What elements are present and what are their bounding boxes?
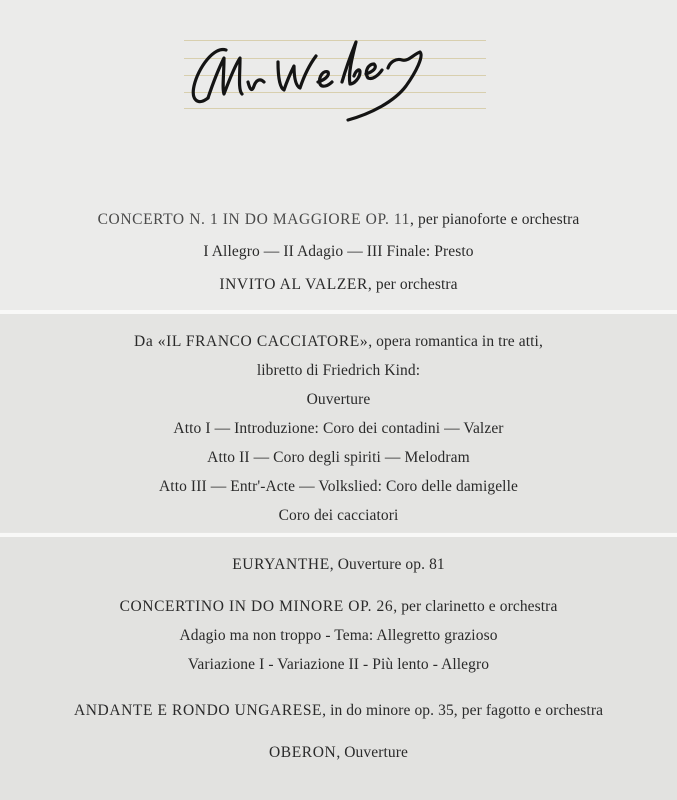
- movement-list: Adagio ma non troppo - Tema: Allegretto grazioso: [179, 627, 498, 644]
- work-detail: , Ouverture op. 81: [329, 556, 445, 573]
- piece-text: Ouverture: [306, 391, 371, 408]
- work-invito-al-valzer: [0, 276, 677, 294]
- concertino-movements-1: [0, 627, 677, 645]
- piece-text: Atto I — Introduzione: Coro dei contadini — Valzer: [173, 420, 504, 437]
- libretto-line: [0, 362, 677, 380]
- work-detail: , Ouverture: [336, 744, 408, 761]
- signature-staff: [184, 28, 486, 118]
- piece-text: Atto III — Entr'-Acte — Volkslied: Coro delle damigelle: [159, 478, 518, 495]
- work-concertino: [0, 598, 677, 616]
- work-oberon: [0, 744, 677, 762]
- work-title: OBERON: [268, 744, 337, 761]
- work-title: ANDANTE E RONDO UNGARESE: [73, 702, 323, 719]
- ouverture-line: [0, 391, 677, 409]
- atto-2-line: [0, 449, 677, 467]
- work-title: CONCERTINO IN DO MINORE OP. 26: [119, 598, 394, 615]
- movement-list: I Allegro — II Adagio — III Finale: Presto: [203, 243, 474, 260]
- work-title: Da «IL FRANCO CACCIATORE»: [134, 333, 369, 350]
- concertino-movements-2: [0, 656, 677, 674]
- piece-text: Atto II — Coro degli spiriti — Melodram: [207, 449, 470, 466]
- work-detail: , per orchestra: [367, 276, 458, 293]
- atto-1-line: [0, 420, 677, 438]
- work-title: EURYANTHE: [232, 556, 330, 573]
- work-detail: , opera romantica in tre atti,: [368, 333, 543, 350]
- work-title: CONCERTO N. 1 IN DO MAGGIORE OP. 11: [97, 211, 411, 228]
- work-euryanthe: [0, 556, 677, 574]
- libretto-text: libretto di Friedrich Kind:: [256, 362, 421, 379]
- work-andante-rondo: [0, 702, 677, 720]
- work-title: INVITO AL VALZER: [219, 276, 368, 293]
- coro-cacciatori-line: [0, 507, 677, 525]
- movements-concerto-n1: [0, 243, 677, 261]
- work-detail: , in do minore op. 35, per fagotto e orchestra: [322, 702, 604, 719]
- work-franco-cacciatore: [0, 333, 677, 351]
- atto-3-line: [0, 478, 677, 496]
- work-concerto-n1: [0, 211, 677, 229]
- work-detail: , per clarinetto e orchestra: [393, 598, 558, 615]
- piece-text: Coro dei cacciatori: [278, 507, 399, 524]
- signature-icon: [184, 28, 486, 123]
- work-detail: , per pianoforte e orchestra: [410, 211, 580, 228]
- movement-list: Variazione I - Variazione II - Più lento - Allegro: [187, 656, 490, 673]
